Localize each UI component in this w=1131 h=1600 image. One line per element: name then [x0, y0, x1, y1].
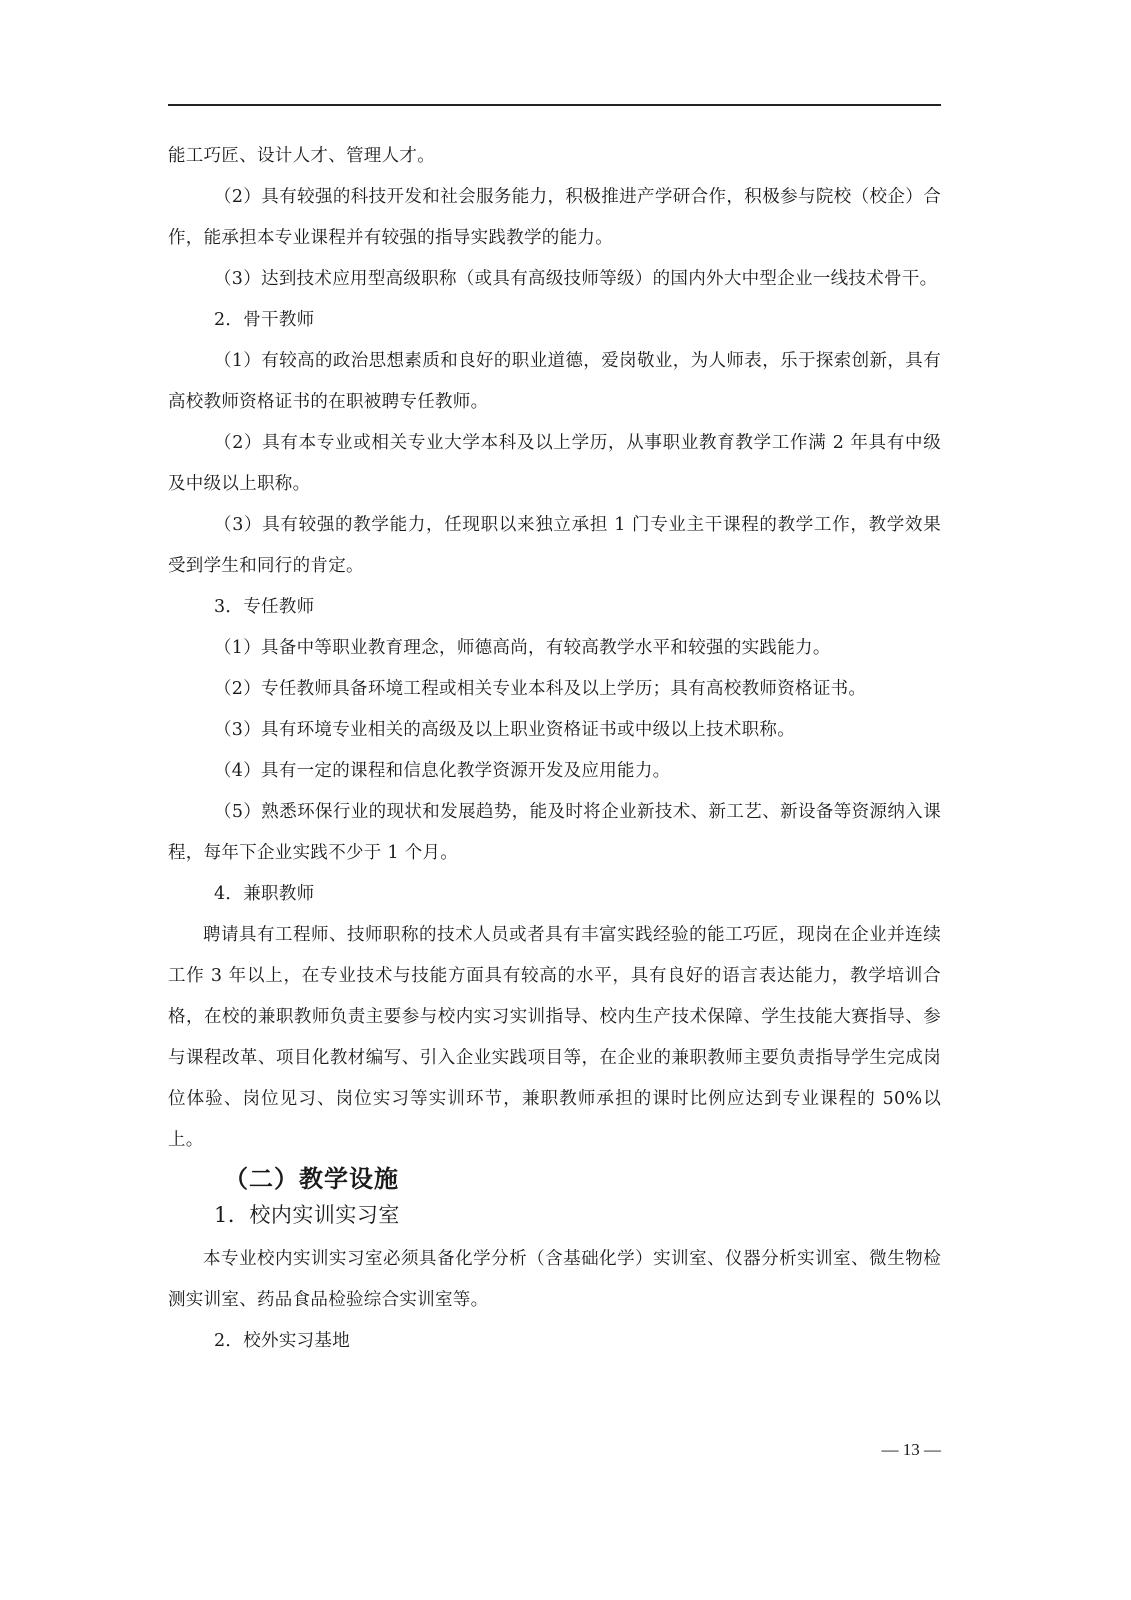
- paragraph: （4）具有一定的课程和信息化教学资源开发及应用能力。: [214, 761, 671, 781]
- paragraph: 聘请具有工程师、技师职称的技术人员或者具有丰富实践经验的能工巧匠，现岗在企业并连续工作 3 年以上，在专业技术与技能方面具有较高的水平，具有良好的语言表达能力，教学培训合格，在校的兼职教师负责主要参与校内实习实训指导、校内生产技术保障、学生技能大赛指导、参与课程改革、项目化教材编写、引入企业实践项目等，在企业的兼职教师主要负责指导学生完成岗位体验、岗位见习、岗位实习等实训环节，兼职教师承担的课时比例应达到专业课程的 50%以上。: [168, 925, 941, 1150]
- subheading-backbone-teachers: 2．骨干教师: [214, 310, 315, 330]
- paragraph: （5）熟悉环保行业的现状和发展趋势，能及时将企业新技术、新工艺、新设备等资源纳入课程，每年下企业实践不少于 1 个月。: [168, 802, 941, 863]
- paragraph: （2）具有本专业或相关专业大学本科及以上学历，从事职业教育教学工作满 2 年具有中级及中级以上职称。: [168, 433, 941, 494]
- subheading-full-time-teachers: 3．专任教师: [214, 597, 315, 617]
- page-content: [168, 136, 941, 1362]
- paragraph: （2）具有较强的科技开发和社会服务能力，积极推进产学研合作，积极参与院校（校企）合作，能承担本专业课程并有较强的指导实践教学的能力。: [168, 187, 941, 248]
- header-rule: [168, 104, 941, 106]
- paragraph: （1）具备中等职业教育理念，师德高尚，有较高教学水平和较强的实践能力。: [214, 638, 831, 658]
- paragraph: （3）具有较强的教学能力，任现职以来独立承担 1 门专业主干课程的教学工作，教学效果受到学生和同行的肯定。: [168, 515, 941, 576]
- subsection-title: 1．校内实训实习室: [214, 1203, 400, 1227]
- page-number: — 13 —: [881, 1440, 941, 1459]
- subheading-offsite-base: 2．校外实习基地: [214, 1331, 351, 1351]
- paragraph: （2）专任教师具备环境工程或相关专业本科及以上学历；具有高校教师资格证书。: [214, 679, 867, 699]
- subheading-part-time-teachers: 4．兼职教师: [214, 884, 315, 904]
- paragraph: （3）达到技术应用型高级职称（或具有高级技师等级）的国内外大中型企业一线技术骨干。: [214, 269, 938, 289]
- paragraph: 本专业校内实训实习室必须具备化学分析（含基础化学）实训室、仪器分析实训室、微生物检测实训室、药品食品检验综合实训室等。: [168, 1249, 941, 1310]
- paragraph: （3）具有环境专业相关的高级及以上职业资格证书或中级以上技术职称。: [214, 720, 796, 740]
- paragraph: 能工巧匠、设计人才、管理人才。: [168, 146, 435, 166]
- paragraph: （1）有较高的政治思想素质和良好的职业道德，爱岗敬业，为人师表，乐于探索创新，具有高校教师资格证书的在职被聘专任教师。: [168, 351, 941, 412]
- section-title: （二）教学设施: [224, 1164, 399, 1193]
